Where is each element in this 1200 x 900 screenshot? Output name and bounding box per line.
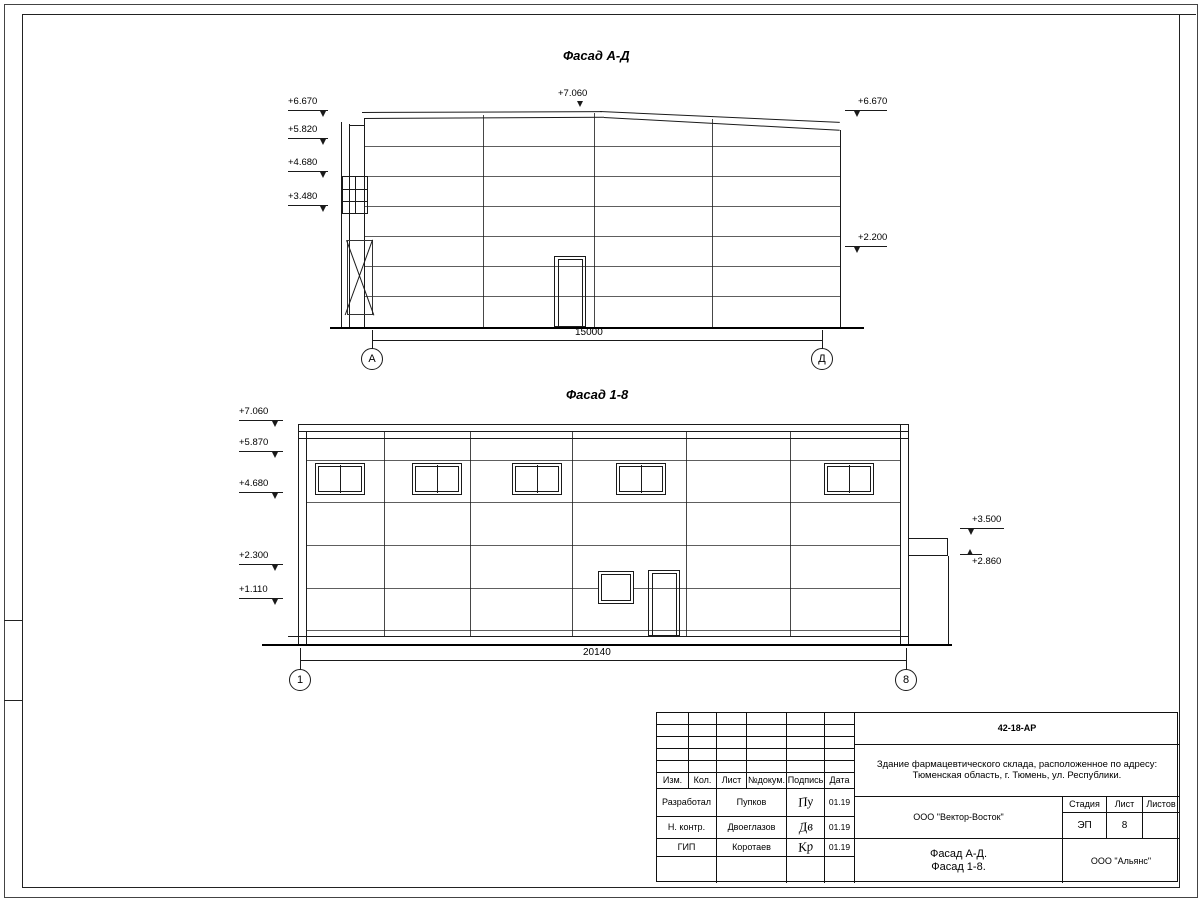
level-marker-f2-g: +2.860 [972, 556, 1002, 567]
axis-marker-8: 8 [895, 669, 917, 691]
date-gip: 01.19 [825, 839, 855, 857]
sheet-value: 8 [1107, 813, 1143, 839]
panel-joint-f2-2 [306, 502, 900, 503]
facade-2-title: Фасад 1-8 [566, 387, 629, 402]
rev-cell-r1c2 [689, 713, 717, 725]
dim-line-f2 [300, 660, 906, 661]
role-nkontr: Н. контр. [657, 817, 717, 839]
column-line-3 [712, 119, 713, 327]
axis-marker-d: Д [811, 348, 833, 370]
col-header-kol: Кол. [689, 773, 717, 789]
level-arrow-f2-b [272, 452, 278, 458]
window-mullion-3 [537, 465, 538, 493]
stage-header: Стадия [1063, 797, 1107, 813]
signature-glyph-3: Кр [796, 838, 814, 856]
level-line-f1-g [845, 246, 887, 247]
rev-cell-r2c5 [787, 725, 825, 737]
col-header-ndocum: №докум. [747, 773, 787, 789]
rev-cell-r1c3 [717, 713, 747, 725]
rev-cell-r3c1 [657, 737, 689, 749]
panel-joint-6 [364, 296, 840, 297]
date-blank [825, 857, 855, 883]
level-marker-f2-d: +2.300 [239, 550, 269, 561]
panel-joint-4 [364, 236, 840, 237]
level-marker-f1-d: +3.480 [288, 191, 318, 202]
level-marker-f1-a: +6.670 [288, 96, 318, 107]
object-description: Здание фармацевтического склада, расположенное по адресу: Тюменская область, г. Тюмень, ул. Республики. [855, 745, 1179, 797]
date-nkontr: 01.19 [825, 817, 855, 839]
margin-tick-1 [4, 620, 22, 621]
level-arrow-f1-b [320, 139, 326, 145]
ladder-stile [355, 176, 356, 214]
axis-marker-1: 1 [289, 669, 311, 691]
rev-cell-r5c6 [825, 761, 855, 773]
panel-joint-2 [364, 176, 840, 177]
parapet-bottom-facade-2 [298, 431, 908, 432]
rev-cell-r1c4 [747, 713, 787, 725]
rev-cell-r5c1 [657, 761, 689, 773]
window-mullion-1 [340, 465, 341, 493]
window-mullion-5 [849, 465, 850, 493]
level-marker-f2-f: +3.500 [972, 514, 1002, 525]
parapet-top-facade-2 [298, 424, 908, 425]
panel-joint-5 [364, 266, 840, 267]
dimension-facade-1: 15000 [575, 327, 603, 338]
panel-joint-f2-5 [306, 630, 900, 631]
rev-cell-r3c3 [717, 737, 747, 749]
facade-1-title: Фасад А-Д [563, 48, 630, 63]
rev-cell-r4c5 [787, 749, 825, 761]
level-arrow-f2-f [968, 529, 974, 535]
window-mullion-2 [437, 465, 438, 493]
plinth-line-facade-2 [288, 636, 908, 637]
level-marker-f1-c: +4.680 [288, 157, 318, 168]
sheets-value [1143, 813, 1179, 839]
rev-cell-r3c6 [825, 737, 855, 749]
date-razrabotal: 01.19 [825, 789, 855, 817]
column-line-f2-4 [686, 431, 687, 636]
panel-joint-f2-3 [306, 545, 900, 546]
level-arrow-f2-a [272, 421, 278, 427]
drawing-name [855, 839, 1063, 883]
rev-cell-r4c2 [689, 749, 717, 761]
level-arrow-f2-c [272, 493, 278, 499]
level-arrow-f2-e [272, 599, 278, 605]
rev-cell-r3c2 [689, 737, 717, 749]
rev-cell-r5c3 [717, 761, 747, 773]
column-line-2 [594, 113, 595, 327]
panel-joint-3 [364, 206, 840, 207]
rev-cell-r4c3 [717, 749, 747, 761]
wall-left-facade-1 [341, 122, 342, 327]
contractor-name: ООО "Альянс" [1090, 855, 1152, 866]
title-block [656, 712, 1178, 882]
rev-cell-r4c1 [657, 749, 689, 761]
column-line-f2-5 [790, 431, 791, 636]
dim-ext-right-f2 [906, 648, 907, 670]
level-arrow-f1-g [854, 247, 860, 253]
margin-tick-3 [1178, 14, 1196, 15]
level-arrow-f1-f [854, 111, 860, 117]
sign-razrabotal [787, 789, 825, 817]
rev-cell-r3c4 [747, 737, 787, 749]
rev-cell-r5c5 [787, 761, 825, 773]
col-header-podpis: Подпись [787, 773, 825, 789]
rev-cell-r2c3 [717, 725, 747, 737]
sign-gip [787, 839, 825, 857]
rev-cell-r4c6 [825, 749, 855, 761]
door-leaf-facade-2 [652, 573, 677, 636]
name-blank [717, 857, 787, 883]
roof-eave-left-facade-1 [350, 125, 364, 126]
rev-cell-r1c6 [825, 713, 855, 725]
panel-joint-1 [364, 146, 840, 147]
rev-cell-r2c6 [825, 725, 855, 737]
axis-marker-a: А [361, 348, 383, 370]
level-marker-f1-b: +5.820 [288, 124, 318, 135]
rev-cell-r2c2 [689, 725, 717, 737]
level-arrow-f1-c [320, 172, 326, 178]
level-line-f1-f [845, 110, 887, 111]
cornice-facade-2 [298, 438, 908, 439]
level-marker-f2-c: +4.680 [239, 478, 269, 489]
ground-line-facade-2 [262, 644, 952, 646]
wall-right-facade-2 [900, 424, 901, 644]
window-mullion-4 [641, 465, 642, 493]
level-marker-f1-f: +6.670 [858, 96, 888, 107]
level-marker-f2-e: +1.110 [239, 584, 268, 595]
name-gip: Коротаев [717, 839, 787, 857]
col-header-list: Лист [717, 773, 747, 789]
sheet-header: Лист [1107, 797, 1143, 813]
rev-cell-r3c5 [787, 737, 825, 749]
name-nkontr: Двоеглазов [717, 817, 787, 839]
signature-glyph-2: Дв [797, 818, 814, 835]
level-marker-f1-g: +2.200 [858, 232, 888, 243]
column-line-f2-1 [384, 431, 385, 636]
level-line-f2-f [960, 528, 1004, 529]
drawing-name-line-2: Фасад 1-8. [931, 861, 986, 873]
rev-cell-r2c4 [747, 725, 787, 737]
level-arrow-f2-d [272, 565, 278, 571]
level-arrow-f1-a [320, 111, 326, 117]
door-leaf-facade-1 [558, 259, 583, 327]
level-marker-f2-b: +5.870 [239, 437, 269, 448]
panel-joint-f2-1 [306, 460, 900, 461]
wall-left-facade-2 [298, 424, 299, 644]
col-header-data: Дата [825, 773, 855, 789]
annex-wall-left [908, 556, 909, 644]
role-gip: ГИП [657, 839, 717, 857]
rev-cell-r1c1 [657, 713, 689, 725]
margin-tick-2 [4, 700, 22, 701]
column-line-1 [483, 115, 484, 327]
level-marker-f1-e: +7.060 [558, 88, 588, 99]
drawing-code: 42-18-АР [855, 713, 1179, 745]
role-razrabotal: Разработал [657, 789, 717, 817]
sheets-header: Листов [1143, 797, 1179, 813]
dimension-facade-2: 20140 [583, 647, 611, 658]
dim-ext-left-f2 [300, 648, 301, 670]
rev-cell-r5c4 [747, 761, 787, 773]
rev-cell-r4c4 [747, 749, 787, 761]
level-arrow-f1-e [577, 101, 583, 107]
rev-cell-r1c5 [787, 713, 825, 725]
column-line-f2-2 [470, 431, 471, 636]
column-line-f2-3 [572, 431, 573, 636]
sign-blank [787, 857, 825, 883]
rev-cell-r2c1 [657, 725, 689, 737]
level-marker-f2-a: +7.060 [239, 406, 269, 417]
col-header-izm: Изм. [657, 773, 689, 789]
company-name: ООО "Вектор-Восток" [855, 797, 1063, 839]
annex-wall-right [948, 556, 949, 644]
body-right-edge-facade-1 [840, 130, 841, 327]
level-arrow-f2-g [967, 549, 973, 555]
signature-glyph-1: Пу [796, 793, 814, 811]
role-blank [657, 857, 717, 883]
dim-line-f1 [372, 340, 822, 341]
name-razrabotal: Пупков [717, 789, 787, 817]
sign-nkontr [787, 817, 825, 839]
level-arrow-f1-d [320, 206, 326, 212]
window-f2-low [598, 571, 634, 604]
annex-roof [908, 538, 948, 556]
drawing-name-line-1: Фасад А-Д. [929, 848, 988, 861]
stage-value: ЭП [1063, 813, 1107, 839]
wall-left-inner-facade-2 [306, 431, 307, 644]
rev-cell-r5c2 [689, 761, 717, 773]
